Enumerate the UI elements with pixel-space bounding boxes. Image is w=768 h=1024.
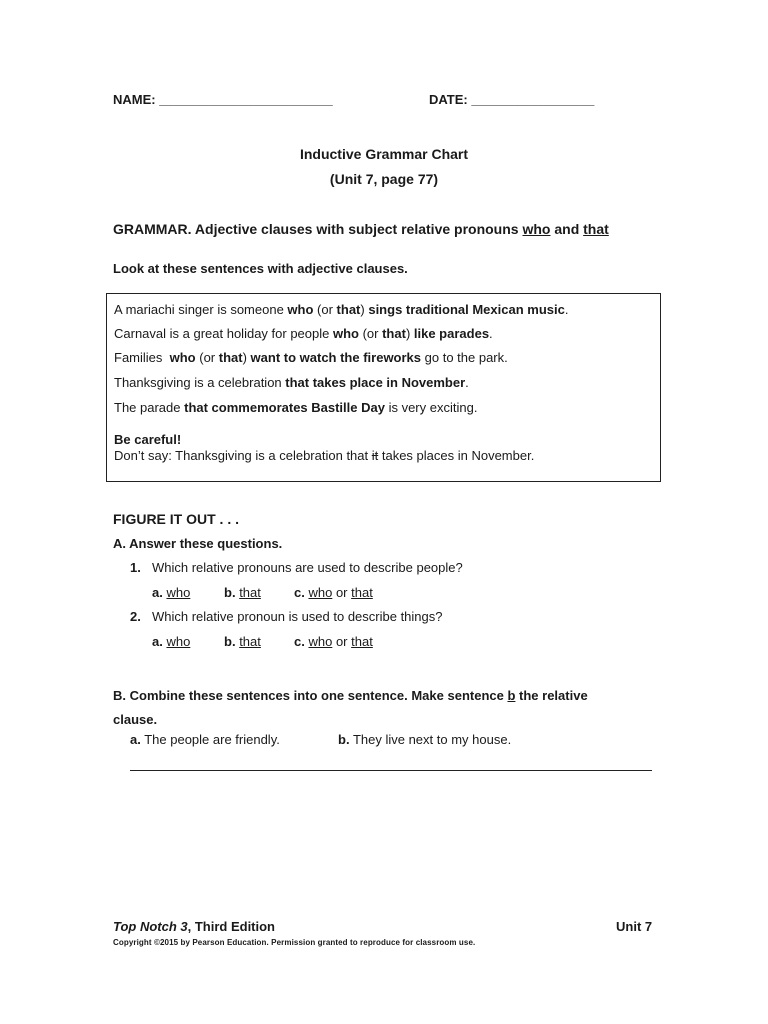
- book-edition: , Third Edition: [187, 919, 276, 934]
- combine-sentences: [130, 732, 511, 747]
- title-line-1: Inductive Grammar Chart: [299, 146, 469, 162]
- grammar-heading: [113, 221, 609, 237]
- bold-text: that: [382, 326, 406, 341]
- bold-text: want to watch the fireworks: [250, 350, 422, 365]
- text: B. Combine these sentences into one sentence. Make sentence: [113, 688, 508, 703]
- grammar-who: who: [522, 221, 551, 237]
- text: A mariachi singer is someone: [114, 302, 288, 317]
- option-text: who: [308, 634, 333, 649]
- option-text: that: [239, 634, 261, 649]
- question-text: Which relative pronoun is used to describe things?: [152, 609, 443, 624]
- option-text: who: [166, 634, 191, 649]
- text: the relative clause.: [113, 688, 588, 727]
- option-label: a.: [152, 634, 163, 649]
- example-sentence-3: [114, 350, 508, 365]
- sentence-label: b.: [338, 732, 350, 747]
- sentence-text: They live next to my house.: [349, 732, 512, 747]
- example-sentence-1: [114, 302, 568, 317]
- name-label: NAME:: [113, 92, 156, 107]
- text: Carnaval is a great holiday for people: [114, 326, 333, 341]
- grammar-that: that: [583, 221, 609, 237]
- examples-box: [106, 293, 661, 482]
- text: (or: [358, 326, 383, 341]
- text: ): [360, 302, 369, 317]
- name-date-row: [113, 92, 658, 107]
- example-sentence-2: [114, 326, 493, 341]
- option-text: that: [351, 585, 373, 600]
- grammar-and: and: [550, 221, 584, 237]
- bold-text: who: [332, 326, 359, 341]
- question-2: [130, 609, 443, 624]
- text: is very exciting.: [384, 400, 478, 415]
- option-label: b.: [224, 634, 236, 649]
- question-1-options: [152, 585, 373, 600]
- text: ): [405, 326, 414, 341]
- question-1: [130, 560, 463, 575]
- book-name: Top Notch 3: [113, 919, 188, 934]
- question-2-options: [152, 634, 373, 649]
- option-c[interactable]: [294, 585, 373, 600]
- be-careful-sentence: [114, 448, 534, 463]
- bold-text: sings traditional Mexican music: [368, 302, 565, 317]
- text: .: [564, 302, 569, 317]
- grammar-prefix: GRAMMAR. Adjective clauses with subject relative pronouns: [113, 221, 523, 237]
- sentence-label: a.: [130, 732, 141, 747]
- sentence-b: [338, 732, 511, 747]
- text: ): [242, 350, 251, 365]
- section-b-heading: [113, 684, 633, 732]
- text: .: [465, 375, 469, 390]
- option-label: a.: [152, 585, 163, 600]
- option-text: who: [166, 585, 191, 600]
- text: go to the park.: [421, 350, 508, 365]
- option-or: or: [332, 634, 352, 649]
- answer-line[interactable]: [130, 770, 652, 771]
- copyright-notice: Copyright ©2015 by Pearson Education. Permission granted to reproduce for classroom use.: [113, 938, 476, 947]
- option-label: c.: [294, 634, 305, 649]
- text: (or: [313, 302, 337, 317]
- page-title: [0, 142, 768, 192]
- example-sentence-5: [114, 400, 477, 415]
- text: takes places in November.: [378, 448, 535, 463]
- option-c[interactable]: [294, 634, 373, 649]
- option-text: who: [308, 585, 333, 600]
- option-a[interactable]: [152, 585, 224, 600]
- look-instruction: Look at these sentences with adjective clauses.: [113, 261, 408, 276]
- text: The parade: [114, 400, 185, 415]
- name-field[interactable]: ________________________: [159, 92, 333, 107]
- text: Thanksgiving is a celebration: [114, 375, 286, 390]
- example-sentence-4: [114, 375, 469, 390]
- text: (or: [195, 350, 219, 365]
- option-or: or: [332, 585, 352, 600]
- date-label: DATE:: [429, 92, 468, 107]
- bold-text: that: [218, 350, 243, 365]
- option-text: that: [351, 634, 373, 649]
- underlined-text: b: [507, 688, 516, 703]
- option-label: c.: [294, 585, 305, 600]
- question-number: 2.: [130, 609, 141, 624]
- bold-text: like parades: [413, 326, 490, 341]
- date-field[interactable]: _________________: [471, 92, 595, 107]
- bold-text: who: [169, 350, 196, 365]
- question-number: 1.: [130, 560, 141, 575]
- footer-unit: Unit 7: [616, 919, 653, 934]
- text: .: [489, 326, 493, 341]
- section-a-heading: A. Answer these questions.: [113, 536, 283, 551]
- date-group: [429, 92, 594, 107]
- bold-text: that commemorates Bastille Day: [184, 400, 385, 415]
- figure-it-out-heading: FIGURE IT OUT . . .: [113, 511, 239, 527]
- text: Don’t say: Thanksgiving is a celebration that: [114, 448, 372, 463]
- bold-text: that: [336, 302, 361, 317]
- option-b[interactable]: [224, 634, 294, 649]
- option-b[interactable]: [224, 585, 294, 600]
- option-label: b.: [224, 585, 236, 600]
- option-text: that: [239, 585, 261, 600]
- question-text: Which relative pronouns are used to describe people?: [152, 560, 463, 575]
- bold-text: who: [287, 302, 314, 317]
- sentence-a: [130, 732, 338, 747]
- struck-text: it: [371, 448, 379, 463]
- text: Families: [114, 350, 170, 365]
- option-a[interactable]: [152, 634, 224, 649]
- sentence-text: The people are friendly.: [140, 732, 280, 747]
- title-line-2: (Unit 7, page 77): [329, 171, 439, 187]
- be-careful-label: Be careful!: [114, 432, 182, 447]
- bold-text: that takes place in November: [285, 375, 466, 390]
- footer-book-title: [113, 919, 275, 934]
